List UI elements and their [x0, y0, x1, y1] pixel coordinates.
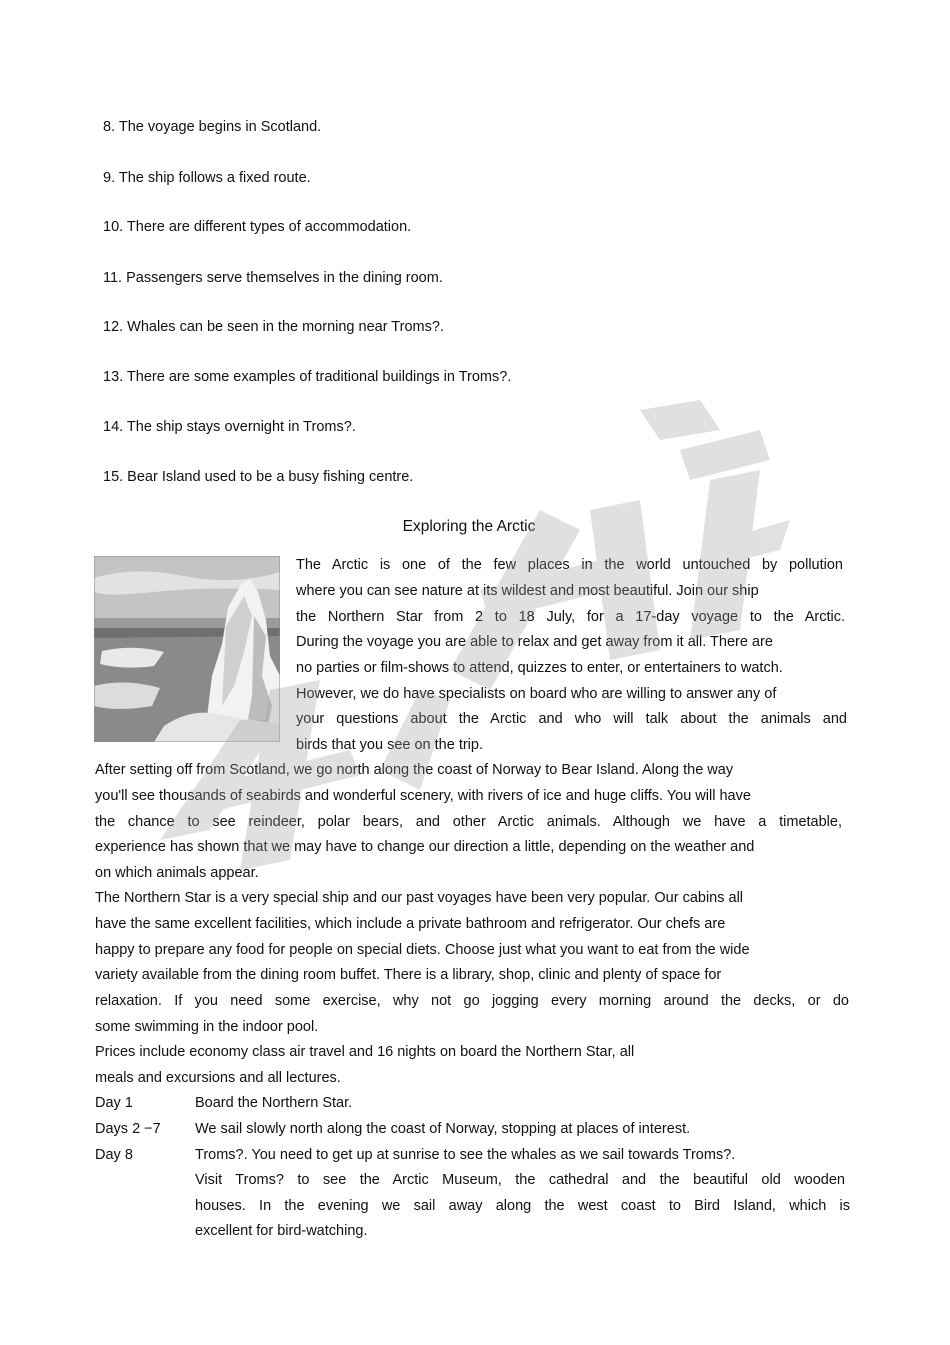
body-line: happy to prepare any food for people on special diets. Choose just what you want to eat from the wide [95, 942, 750, 958]
intro-line: the Northern Star from 2 to 18 July, for a 17-day voyage to the Arctic. [296, 609, 845, 625]
question-15: 15. Bear Island used to be a busy fishing centre. [103, 469, 414, 485]
body-line: some swimming in the indoor pool. [95, 1019, 319, 1035]
question-8: 8. The voyage begins in Scotland. [103, 119, 322, 135]
arctic-iceberg-illustration [94, 556, 280, 742]
intro-line: where you can see nature at its wildest and most beautiful. Join our ship [296, 583, 759, 599]
body-line: the chance to see reindeer, polar bears, and other Arctic animals. Although we have a timetable, [95, 814, 842, 830]
schedule-continued-line: houses. In the evening we sail away along the west coast to Bird Island, which is [195, 1198, 850, 1214]
schedule-continued-line: excellent for bird-watching. [195, 1223, 368, 1239]
article-title: Exploring the Arctic [402, 518, 536, 535]
question-12: 12. Whales can be seen in the morning near Troms?. [103, 319, 444, 335]
intro-line: your questions about the Arctic and who will talk about the animals and [296, 711, 847, 727]
body-line: you'll see thousands of seabirds and wonderful scenery, with rivers of ice and huge cliffs. You will have [95, 788, 751, 804]
schedule-day-text: Board the Northern Star. [195, 1095, 353, 1111]
intro-line: The Arctic is one of the few places in the world untouched by pollution [296, 557, 843, 573]
question-11: 11. Passengers serve themselves in the dining room. [103, 270, 443, 286]
body-line: variety available from the dining room buffet. There is a library, shop, clinic and plenty of space for [95, 967, 722, 983]
intro-line: During the voyage you are able to relax and get away from it all. There are [296, 634, 773, 650]
schedule-continued-line: Visit Troms? to see the Arctic Museum, the cathedral and the beautiful old wooden [195, 1172, 845, 1188]
body-line: on which animals appear. [95, 865, 259, 881]
body-line: meals and excursions and all lectures. [95, 1070, 341, 1086]
intro-line: However, we do have specialists on board who are willing to answer any of [296, 686, 777, 702]
intro-line: birds that you see on the trip. [296, 737, 483, 753]
schedule-day-label: Days 2 −7 [95, 1121, 161, 1137]
question-10: 10. There are different types of accommodation. [103, 219, 412, 235]
question-9: 9. The ship follows a fixed route. [103, 170, 311, 186]
body-line: The Northern Star is a very special ship and our past voyages have been very popular. Our cabins all [95, 890, 744, 906]
body-line: relaxation. If you need some exercise, why not go jogging every morning around the decks, or do [95, 993, 849, 1009]
schedule-day-label: Day 1 [95, 1095, 133, 1111]
body-line: Prices include economy class air travel and 16 nights on board the Northern Star, all [95, 1044, 635, 1060]
question-14: 14. The ship stays overnight in Troms?. [103, 419, 356, 435]
schedule-day-text: Troms?. You need to get up at sunrise to see the whales as we sail towards Troms?. [195, 1147, 736, 1163]
intro-line: no parties or film-shows to attend, quizzes to enter, or entertainers to watch. [296, 660, 783, 676]
body-line: have the same excellent facilities, which include a private bathroom and refrigerator. Our chefs are [95, 916, 726, 932]
question-13: 13. There are some examples of traditional buildings in Troms?. [103, 369, 512, 385]
body-line: experience has shown that we may have to change our direction a little, depending on the weather and [95, 839, 755, 855]
schedule-day-text: We sail slowly north along the coast of Norway, stopping at places of interest. [195, 1121, 691, 1137]
body-line: After setting off from Scotland, we go north along the coast of Norway to Bear Island. Along the way [95, 762, 734, 778]
schedule-day-label: Day 8 [95, 1147, 133, 1163]
